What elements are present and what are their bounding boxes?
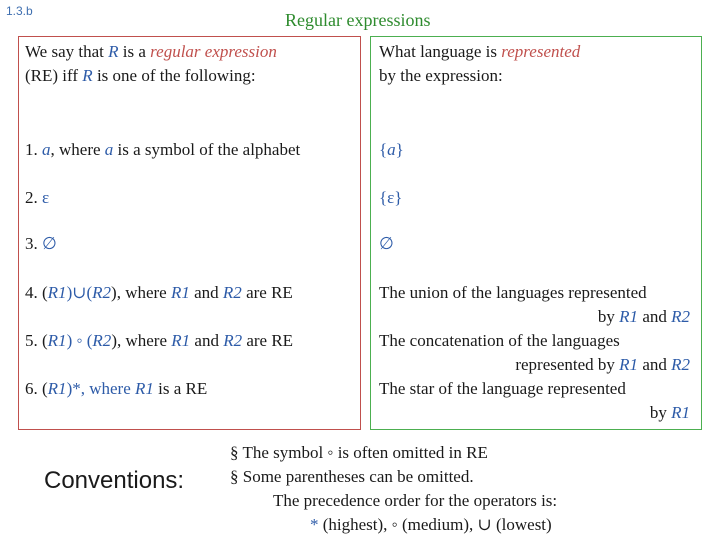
bullet-icon: § bbox=[230, 467, 239, 486]
rule-2: 2. ε bbox=[25, 188, 50, 207]
rule-2-language: {ε} bbox=[379, 188, 403, 207]
rule-1-language: {a} bbox=[379, 140, 404, 159]
conventions-label: Conventions: bbox=[44, 467, 185, 494]
concat-description-line1: The concatenation of the languages bbox=[379, 331, 620, 350]
language-header-line2: by the expression: bbox=[379, 66, 503, 85]
rule-5: 5. (R1) ◦ (R2), where R1 and R2 are RE bbox=[25, 331, 294, 350]
definition-header-line1: We say that R is a regular expression bbox=[25, 42, 277, 61]
rule-4: 4. (R1)∪(R2), where R1 and R2 are RE bbox=[25, 283, 293, 302]
slide-number: 1.3.b bbox=[6, 4, 33, 18]
page-title: Regular expressions bbox=[285, 10, 431, 30]
rule-3-language: ∅ bbox=[379, 234, 394, 253]
note-3: The precedence order for the operators is: bbox=[273, 491, 558, 510]
union-description-line2: by R1 and R2 bbox=[597, 307, 690, 326]
concat-description-line2: represented by R1 and R2 bbox=[515, 355, 690, 374]
star-description-line2: by R1 bbox=[649, 403, 690, 422]
note-1: § The symbol ◦ is often omitted in RE bbox=[230, 443, 488, 462]
rule-6: 6. (R1)*, where R1 is a RE bbox=[25, 379, 208, 398]
note-2: § Some parentheses can be omitted. bbox=[230, 467, 474, 486]
rule-3: 3. ∅ bbox=[25, 234, 57, 253]
union-description-line1: The union of the languages represented bbox=[379, 283, 647, 302]
definition-box bbox=[18, 36, 361, 430]
note-4: * (highest), ◦ (medium), ∪ (lowest) bbox=[310, 515, 552, 534]
bullet-icon: § bbox=[230, 443, 239, 462]
star-description-line1: The star of the language represented bbox=[379, 379, 626, 398]
language-header-line1: What language is represented bbox=[379, 42, 581, 61]
rule-1: 1. a, where a is a symbol of the alphabet bbox=[25, 140, 301, 159]
definition-header-line2: (RE) iff R is one of the following: bbox=[25, 66, 256, 85]
